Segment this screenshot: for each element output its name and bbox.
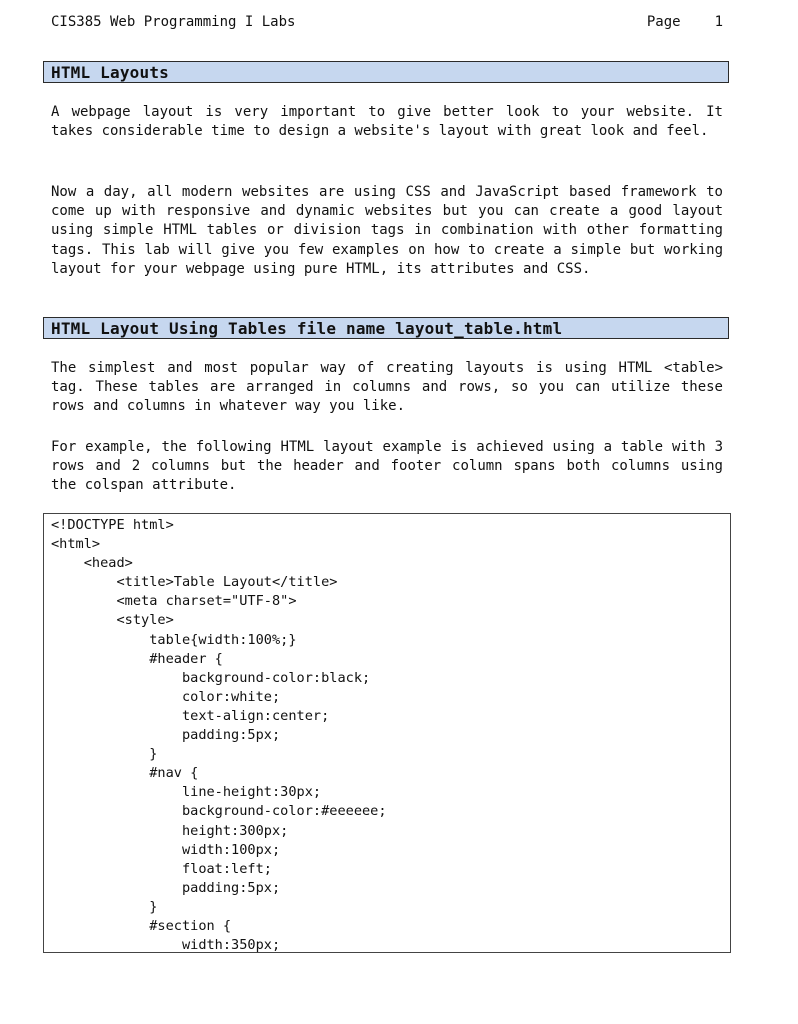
code-line: width:100px;: [51, 841, 281, 858]
code-line: width:350px;: [51, 937, 281, 953]
page-indicator: [647, 14, 723, 30]
code-line: line-height:30px;: [51, 784, 322, 801]
code-line: height:300px;: [51, 822, 289, 839]
code-line: #header {: [51, 650, 223, 667]
paragraph-layout-intro: A webpage layout is very important to give better look to your website. It takes considerable time to design a website's layout with great look and feel.: [51, 104, 723, 140]
code-line: background-color:#eeeeee;: [51, 803, 387, 820]
section-heading-layouts: HTML Layouts: [43, 61, 729, 83]
section-heading-tables: HTML Layout Using Tables file name layout_table.html: [43, 317, 729, 339]
code-line: float:left;: [51, 860, 272, 877]
code-line: <style>: [51, 612, 174, 629]
page-number: 1: [714, 14, 723, 30]
code-line: padding:5px;: [51, 879, 281, 896]
code-line: <title>Table Layout</title>: [51, 574, 338, 591]
paragraph-tables-example: For example, the following HTML layout example is achieved using a table with 3 rows and 2 columns but the header and footer column spans both columns using the colspan attribute.: [51, 439, 723, 494]
code-line: <!DOCTYPE html>: [51, 517, 174, 533]
code-line: color:white;: [51, 688, 281, 705]
code-line: #section {: [51, 917, 232, 934]
code-listing: [43, 513, 731, 953]
page-label: Page: [646, 14, 681, 30]
course-title: CIS385 Web Programming I Labs: [51, 14, 296, 30]
code-line: padding:5px;: [51, 727, 281, 744]
code-line: text-align:center;: [51, 707, 330, 724]
code-line: }: [51, 746, 158, 763]
page-header: [51, 14, 723, 30]
code-line: <head>: [51, 555, 133, 572]
code-line: #nav {: [51, 765, 199, 782]
code-line: <meta charset="UTF-8">: [51, 593, 297, 610]
code-line: table{width:100%;}: [51, 631, 297, 648]
code-line: <html>: [51, 536, 101, 553]
code-line: background-color:black;: [51, 669, 371, 686]
code-line: }: [51, 898, 158, 915]
paragraph-tables-intro: The simplest and most popular way of creating layouts is using HTML <table> tag. These tables are arranged in columns and rows, so you can utilize these rows and columns in whatever way you like.: [51, 360, 723, 415]
paragraph-layout-frameworks: Now a day, all modern websites are using CSS and JavaScript based framework to come up with responsive and dynamic websites but you can create a good layout using simple HTML tables or division tags in combination with other formatting tags. This lab will give you few examples on how to create a simple but working layout for your webpage using pure HTML, its attributes and CSS.: [51, 184, 723, 277]
